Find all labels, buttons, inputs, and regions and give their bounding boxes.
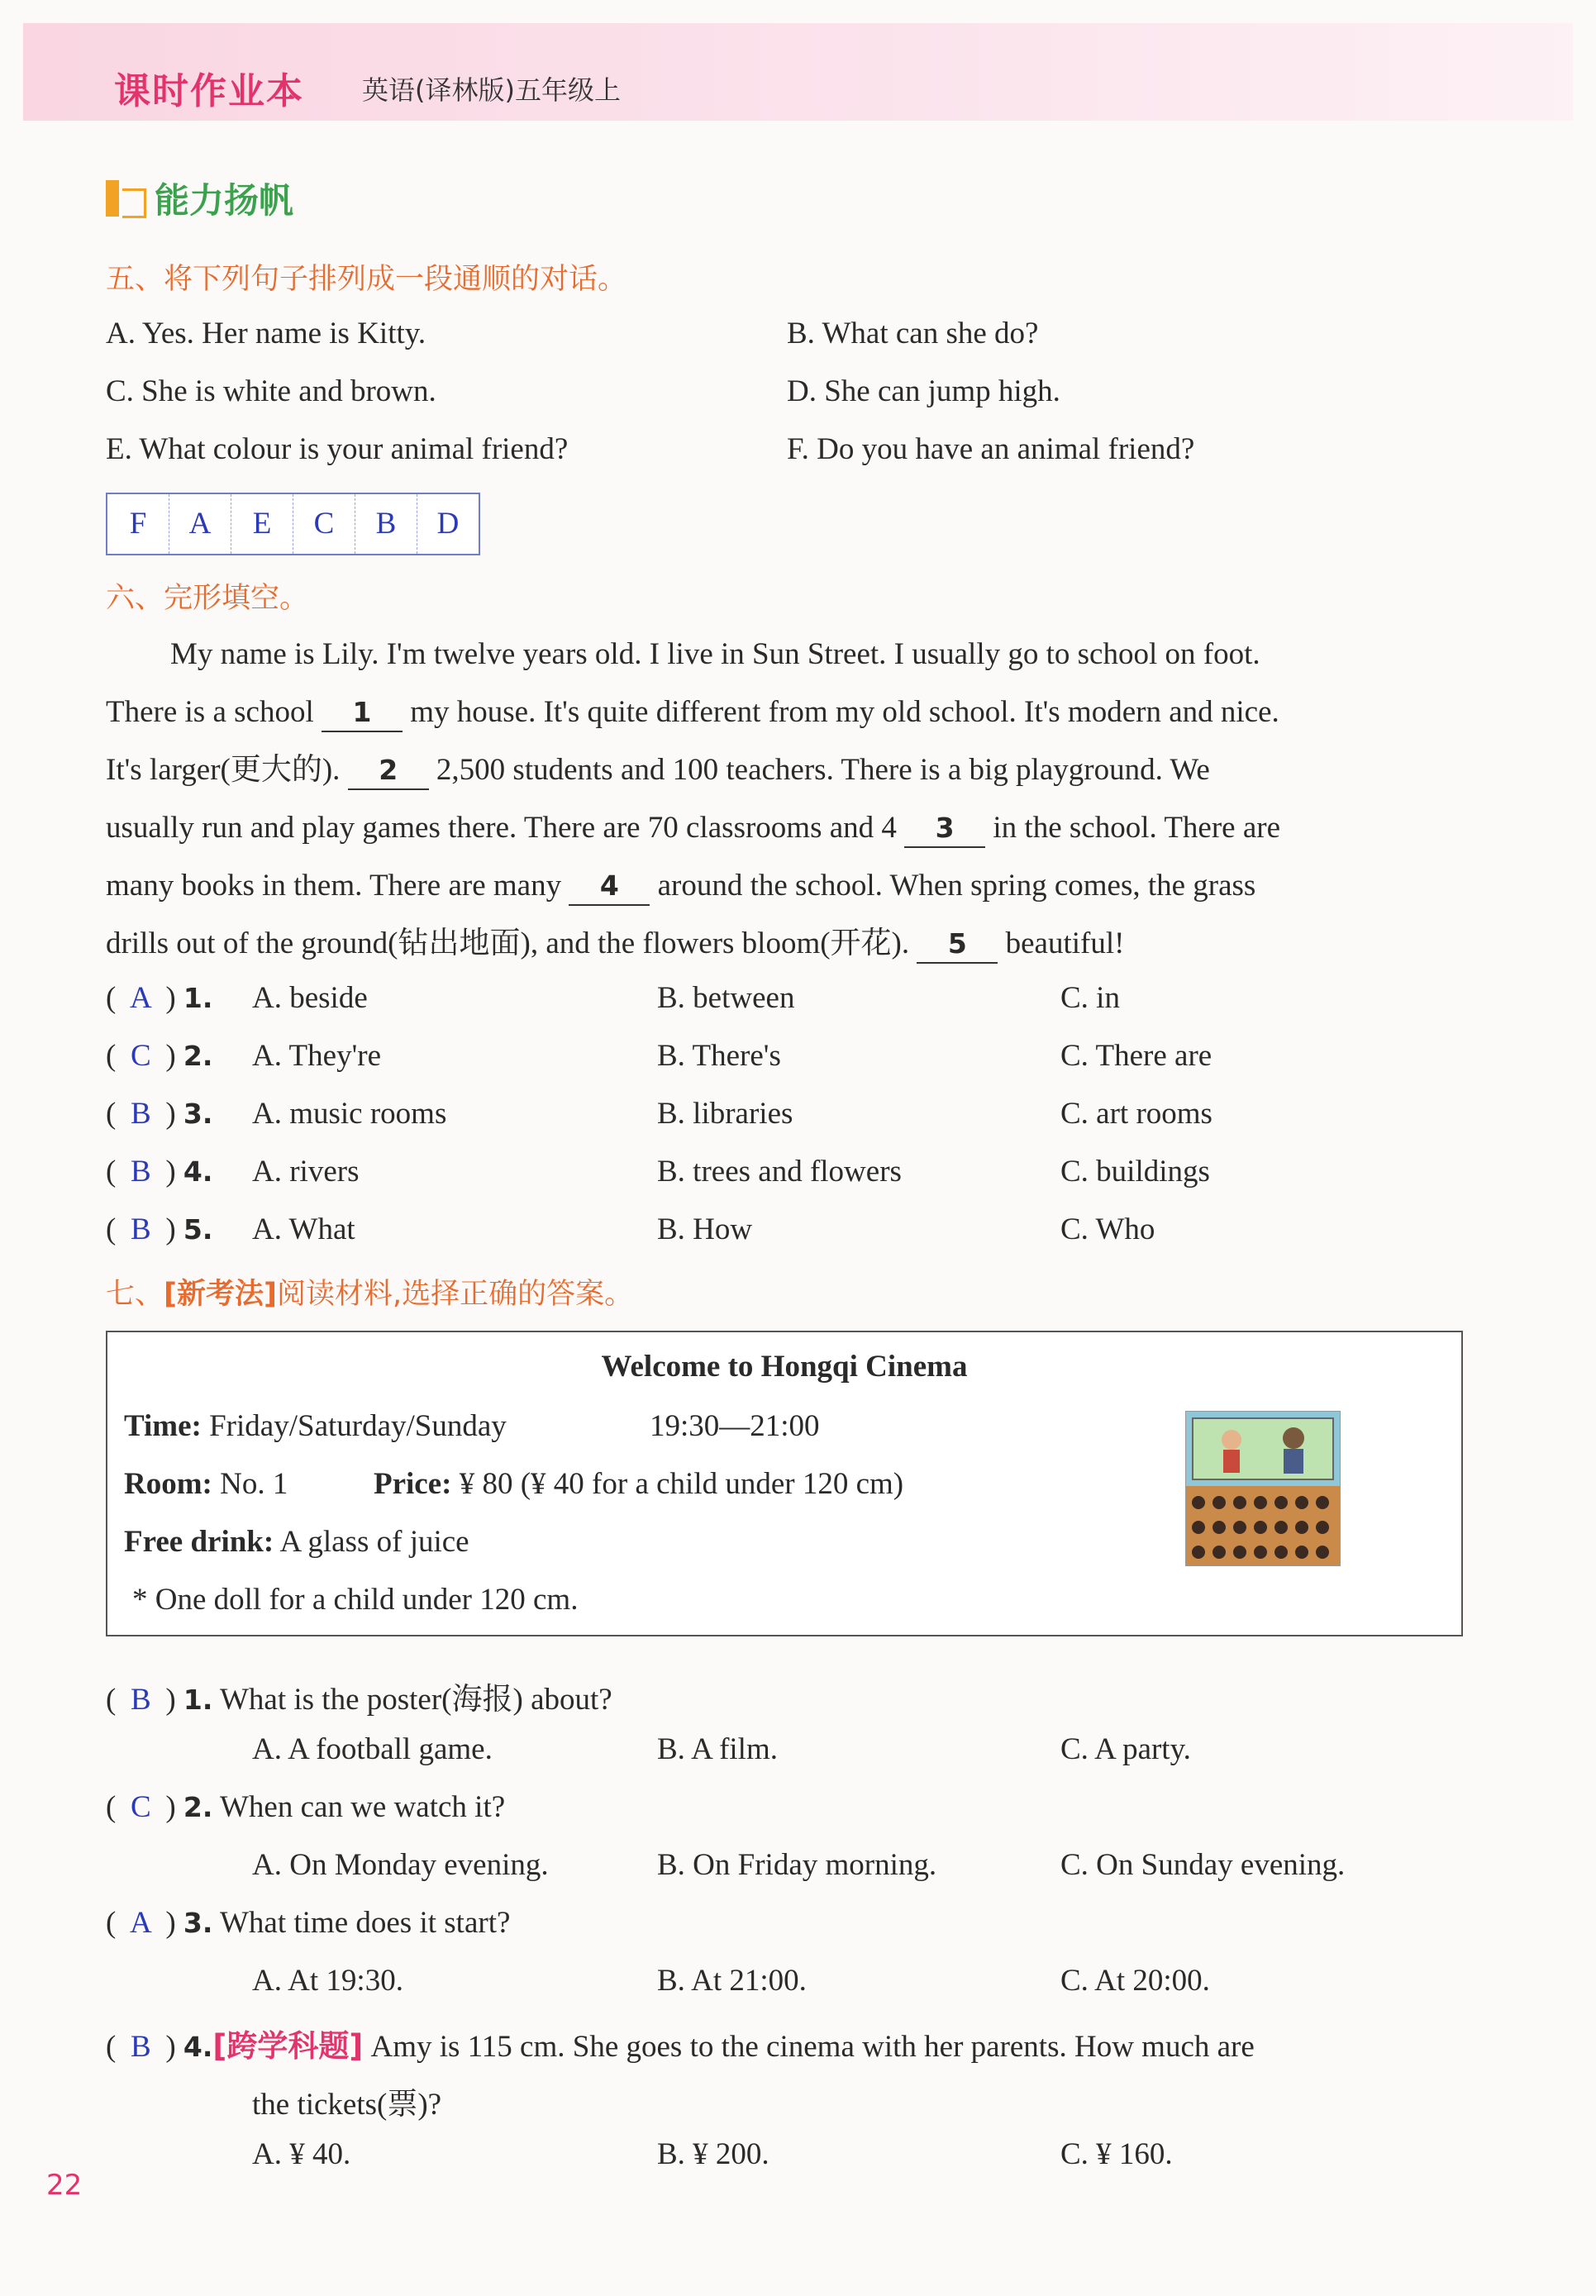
passage-line — [106, 684, 1470, 741]
poster-room — [124, 1466, 288, 1502]
poster-title: Welcome to Hongqi Cinema — [601, 1350, 968, 1384]
q7-title — [106, 1271, 633, 1312]
q5-item-e: E. What colour is your animal friend? — [106, 432, 569, 466]
q7-question-3: ( A ) 3. What time does it start? — [106, 1906, 511, 1940]
cross-subject-tag: [跨学科题] — [212, 2028, 364, 2064]
time-label: Time: — [124, 1409, 202, 1443]
answer-choice[interactable]: A — [129, 1906, 152, 1940]
option-c: C. There are — [1060, 1039, 1212, 1073]
cloze-passage — [106, 626, 1470, 973]
option-b: B. libraries — [657, 1097, 793, 1131]
q6-title: 六、完形填空。 — [106, 582, 309, 615]
answer-box[interactable]: F — [107, 494, 169, 554]
answer-box[interactable]: E — [231, 494, 293, 554]
q7-question-2: ( C ) 2. When can we watch it? — [106, 1790, 506, 1824]
option-a: A. rivers — [252, 1155, 360, 1188]
passage-line — [106, 799, 1470, 857]
option-c: C. in — [1060, 981, 1120, 1015]
passage-text: many books in them. There are many — [106, 869, 569, 903]
option-b: B. trees and flowers — [657, 1155, 902, 1188]
blank-5[interactable]: 5 — [917, 926, 998, 964]
option-a: A. ¥ 40. — [252, 2137, 351, 2171]
option-c: C. Who — [1060, 1212, 1155, 1246]
question-number: 2. — [183, 1040, 213, 1072]
page-header — [23, 23, 1573, 121]
option-a: A. They're — [252, 1039, 381, 1073]
price-label: Price: — [374, 1467, 452, 1501]
option-c: C. A party. — [1060, 1732, 1191, 1766]
q5-title: 五、将下列句子排列成一段通顺的对话。 — [106, 263, 627, 296]
q5-item-d: D. She can jump high. — [787, 374, 1060, 408]
answer-box[interactable]: B — [355, 494, 417, 554]
book-subject: 英语(译林版)五年级上 — [362, 74, 621, 106]
option-b: B. How — [657, 1212, 753, 1246]
question-number: 2. — [183, 1791, 213, 1823]
option-a: A. At 19:30. — [252, 1964, 403, 1998]
option-b: B. There's — [657, 1039, 781, 1073]
poster-price — [374, 1466, 903, 1502]
new-test-tag: [新考法] — [164, 1278, 278, 1311]
option-a: A. A football game. — [252, 1732, 493, 1766]
question-text: When can we watch it? — [220, 1790, 506, 1824]
passage-line: My name is Lily. I'm twelve years old. I live in Sun Street. I usually go to school on foot. — [170, 637, 1260, 671]
option-a: A. music rooms — [252, 1097, 447, 1131]
question-text: What time does it start? — [220, 1906, 511, 1940]
q6-question-1: ( A ) 1. — [106, 981, 213, 1015]
answer-choice[interactable]: B — [130, 1212, 151, 1246]
question-text: What is the poster(海报) about? — [220, 1683, 612, 1717]
option-a: A. beside — [252, 981, 368, 1015]
passage-line — [106, 857, 1470, 915]
option-b: B. ¥ 200. — [657, 2137, 769, 2171]
question-number: 1. — [183, 1684, 213, 1716]
poster-drink — [124, 1524, 469, 1560]
answer-choice[interactable]: A — [129, 981, 152, 1015]
option-b: B. between — [657, 981, 795, 1015]
room-label: Room: — [124, 1467, 212, 1501]
q6-question-5: ( B ) 5. — [106, 1212, 213, 1246]
poster-time — [124, 1408, 507, 1444]
q6-question-4: ( B ) 4. — [106, 1155, 213, 1188]
passage-line — [106, 915, 1470, 973]
blank-2[interactable]: 2 — [348, 752, 429, 790]
passage-line — [106, 741, 1470, 799]
room-value: No. 1 — [220, 1467, 288, 1501]
option-c: C. art rooms — [1060, 1097, 1212, 1131]
q7-title-prefix: 七、 — [106, 1278, 164, 1311]
option-c: C. On Sunday evening. — [1060, 1848, 1346, 1882]
drink-label: Free drink: — [124, 1525, 274, 1559]
time-hours: 19:30—21:00 — [650, 1409, 820, 1443]
flag-icon — [122, 188, 146, 218]
question-text: Amy is 115 cm. She goes to the cinema with her parents. How much are — [370, 2030, 1255, 2064]
question-number: 1. — [183, 982, 213, 1014]
blank-4[interactable]: 4 — [569, 868, 650, 906]
option-a: A. What — [252, 1212, 355, 1246]
option-c: C. buildings — [1060, 1155, 1210, 1188]
passage-text: 2,500 students and 100 teachers. There is a big playground. We — [428, 753, 1210, 787]
question-number: 4. — [183, 2031, 213, 2063]
question-number: 3. — [183, 1098, 213, 1130]
passage-text: around the school. When spring comes, the grass — [650, 869, 1256, 903]
answer-choice[interactable]: C — [130, 1039, 151, 1073]
cinema-illustration — [1185, 1411, 1341, 1566]
passage-text: It's larger(更大的). — [106, 753, 348, 787]
section-heading — [106, 174, 293, 223]
question-number: 3. — [183, 1907, 213, 1939]
q5-answer-boxes — [106, 493, 480, 555]
answer-choice[interactable]: B — [130, 1097, 151, 1131]
passage-text: drills out of the ground(钻出地面), and the flowers bloom(开花). — [106, 926, 917, 960]
answer-box[interactable]: C — [293, 494, 355, 554]
answer-box[interactable]: D — [436, 507, 460, 541]
passage-text: beautiful! — [998, 926, 1125, 960]
q6-question-3: ( B ) 3. — [106, 1097, 213, 1131]
answer-choice[interactable]: B — [130, 1155, 151, 1188]
option-b: B. At 21:00. — [657, 1964, 807, 1998]
option-b: B. On Friday morning. — [657, 1848, 937, 1882]
price-value: ¥ 80 (¥ 40 for a child under 120 cm) — [459, 1467, 904, 1501]
q7-title-text: 阅读材料,选择正确的答案。 — [277, 1278, 634, 1311]
question-number: 4. — [183, 1155, 213, 1188]
option-c: C. ¥ 160. — [1060, 2137, 1173, 2171]
blank-1[interactable]: 1 — [322, 694, 403, 732]
q5-item-a: A. Yes. Her name is Kitty. — [106, 317, 426, 350]
page-number: 22 — [46, 2169, 83, 2202]
answer-box[interactable]: A — [169, 494, 231, 554]
q5-item-b: B. What can she do? — [787, 317, 1039, 350]
question-text-continued: the tickets(票)? — [252, 2088, 442, 2122]
q7-question-1: ( B ) 1. What is the poster(海报) about? — [106, 1683, 612, 1717]
q7-question-4: ( B ) 4.[跨学科题] Amy is 115 cm. She goes to the cinema with her parents. How much are — [106, 2028, 1255, 2064]
q5-item-c: C. She is white and brown. — [106, 374, 436, 408]
cinema-poster — [106, 1331, 1463, 1636]
passage-text: There is a school — [106, 695, 322, 729]
option-a: A. On Monday evening. — [252, 1848, 549, 1882]
q5-item-f: F. Do you have an animal friend? — [787, 432, 1195, 466]
section-title: 能力扬帆 — [155, 180, 294, 221]
option-c: C. At 20:00. — [1060, 1964, 1210, 1998]
question-number: 5. — [183, 1213, 213, 1246]
cinema-scene-icon — [1186, 1412, 1340, 1565]
book-brand: 课时作业本 — [114, 70, 304, 112]
passage-text: in the school. There are — [985, 811, 1281, 845]
passage-text: my house. It's quite different from my old school. It's modern and nice. — [402, 695, 1279, 729]
passage-text: usually run and play games there. There are 70 classrooms and 4 — [106, 811, 905, 845]
answer-choice[interactable]: B — [130, 2030, 151, 2064]
drink-value: A glass of juice — [279, 1525, 469, 1559]
poster-note: * One doll for a child under 120 cm. — [132, 1583, 579, 1617]
answer-choice[interactable]: C — [130, 1790, 151, 1824]
answer-choice[interactable]: B — [130, 1683, 151, 1717]
blank-3[interactable]: 3 — [904, 810, 985, 848]
bookmark-icon — [106, 180, 119, 217]
time-days: Friday/Saturday/Sunday — [209, 1409, 507, 1443]
option-b: B. A film. — [657, 1732, 778, 1766]
q6-question-2: ( C ) 2. — [106, 1039, 213, 1073]
